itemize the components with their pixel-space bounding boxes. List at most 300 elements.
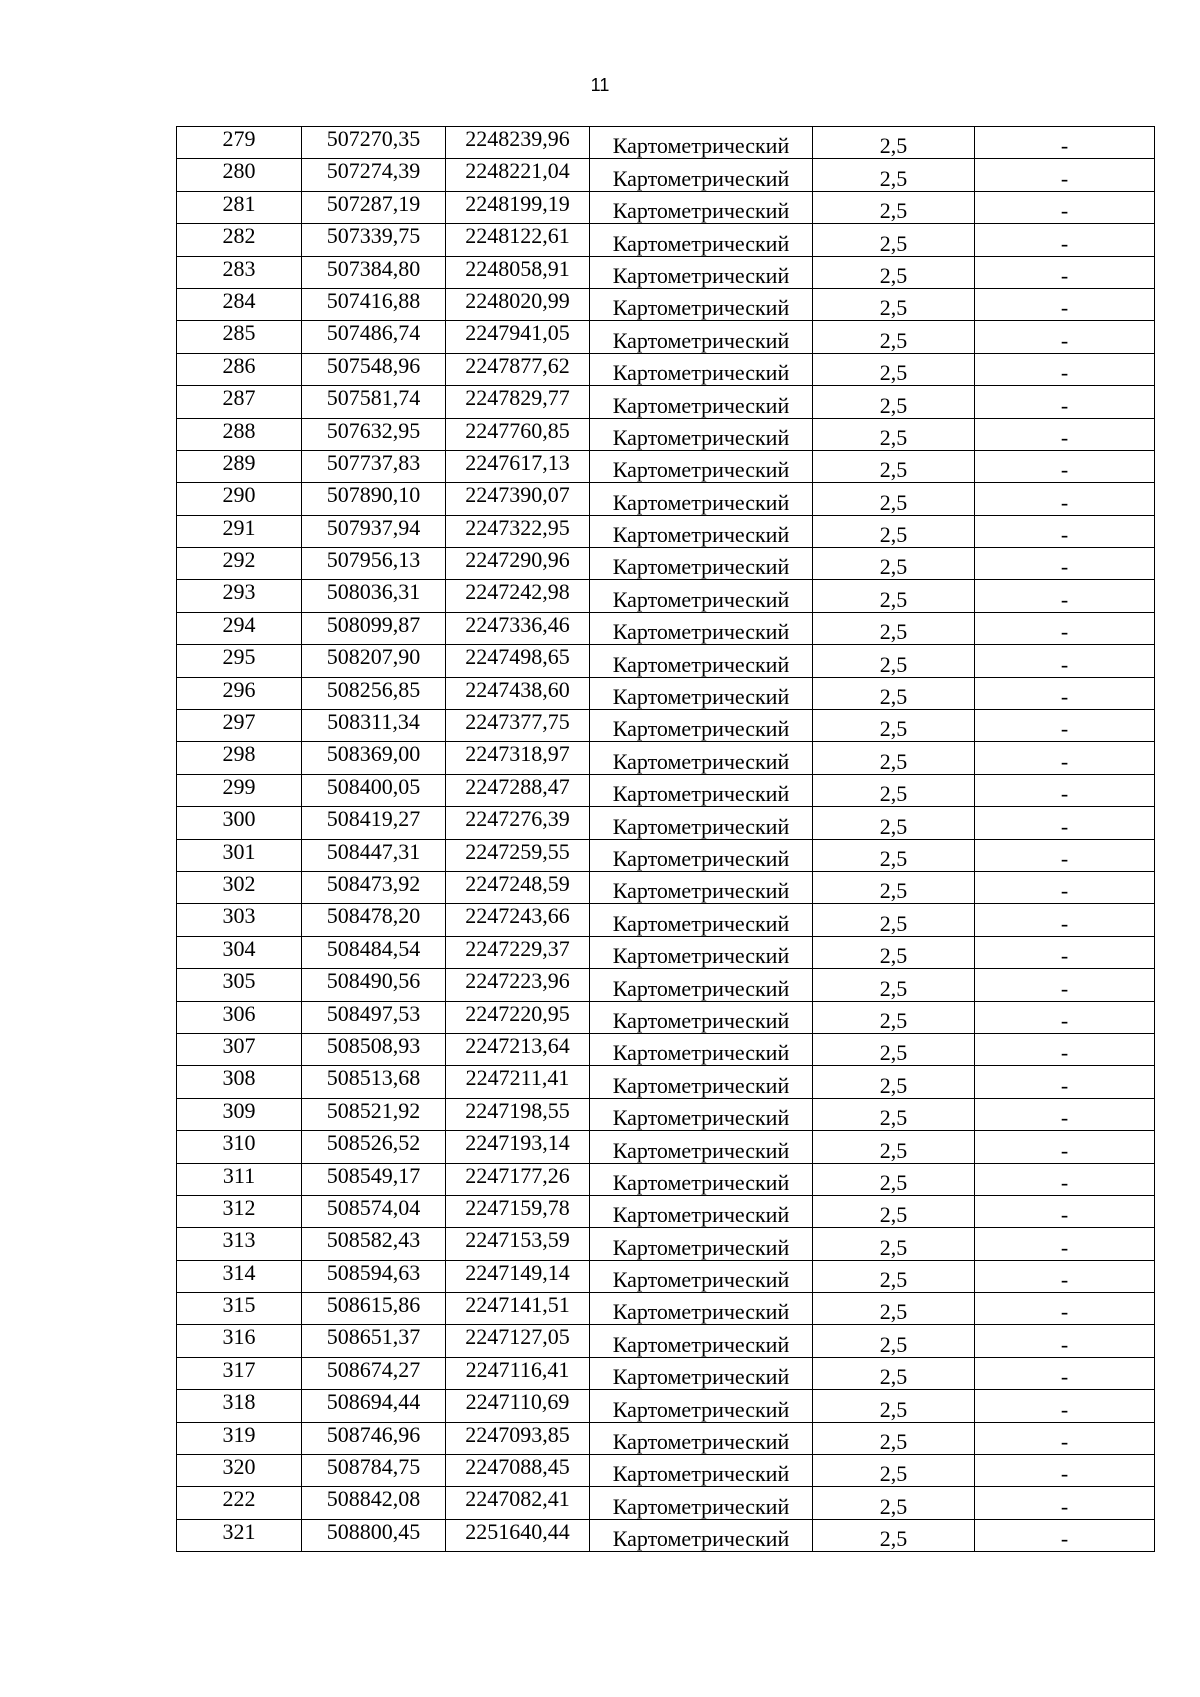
- coordinate-y-cell: 2247198,55: [446, 1098, 590, 1130]
- coordinate-y-cell: 2247288,47: [446, 774, 590, 806]
- description-cell: -: [975, 1163, 1155, 1195]
- description-cell: -: [975, 1357, 1155, 1389]
- point-number-cell: 294: [177, 612, 302, 644]
- table-row: [177, 580, 1155, 612]
- coordinate-x-cell: 507416,88: [302, 288, 446, 320]
- accuracy-cell: 2,5: [813, 1422, 975, 1454]
- coordinate-x-cell: 508497,53: [302, 1001, 446, 1033]
- accuracy-cell: 2,5: [813, 612, 975, 644]
- point-number-cell: 300: [177, 807, 302, 839]
- description-cell: -: [975, 1001, 1155, 1033]
- coordinate-y-cell: 2247276,39: [446, 807, 590, 839]
- coordinate-x-cell: 508311,34: [302, 710, 446, 742]
- accuracy-cell: 2,5: [813, 1487, 975, 1519]
- description-cell: -: [975, 710, 1155, 742]
- coordinate-y-cell: 2247322,95: [446, 515, 590, 547]
- coordinate-x-cell: 508594,63: [302, 1260, 446, 1292]
- accuracy-cell: 2,5: [813, 1293, 975, 1325]
- method-cell: Картометрический: [590, 1066, 813, 1098]
- point-number-cell: 284: [177, 288, 302, 320]
- coordinate-x-cell: 507384,80: [302, 256, 446, 288]
- point-number-cell: 289: [177, 450, 302, 482]
- coordinate-x-cell: 508099,87: [302, 612, 446, 644]
- accuracy-cell: 2,5: [813, 1195, 975, 1227]
- coordinate-x-cell: 508521,92: [302, 1098, 446, 1130]
- description-cell: -: [975, 904, 1155, 936]
- table-row: [177, 1033, 1155, 1065]
- accuracy-cell: 2,5: [813, 159, 975, 191]
- coordinate-x-cell: 508508,93: [302, 1033, 446, 1065]
- method-cell: Картометрический: [590, 839, 813, 871]
- coordinate-y-cell: 2247438,60: [446, 677, 590, 709]
- coordinate-y-cell: 2248020,99: [446, 288, 590, 320]
- coordinate-x-cell: 507890,10: [302, 483, 446, 515]
- table-row: [177, 904, 1155, 936]
- coordinate-y-cell: 2247141,51: [446, 1293, 590, 1325]
- accuracy-cell: 2,5: [813, 191, 975, 223]
- coordinate-y-cell: 2248221,04: [446, 159, 590, 191]
- point-number-cell: 301: [177, 839, 302, 871]
- coordinate-y-cell: 2247110,69: [446, 1390, 590, 1422]
- accuracy-cell: 2,5: [813, 353, 975, 385]
- accuracy-cell: 2,5: [813, 1260, 975, 1292]
- table-row: [177, 1260, 1155, 1292]
- description-cell: -: [975, 1260, 1155, 1292]
- point-number-cell: 307: [177, 1033, 302, 1065]
- accuracy-cell: 2,5: [813, 1001, 975, 1033]
- table-row: [177, 386, 1155, 418]
- method-cell: Картометрический: [590, 645, 813, 677]
- description-cell: -: [975, 256, 1155, 288]
- table-row: [177, 1098, 1155, 1130]
- coordinate-x-cell: 508419,27: [302, 807, 446, 839]
- table-row: [177, 1455, 1155, 1487]
- table-row: [177, 224, 1155, 256]
- coordinate-y-cell: 2247153,59: [446, 1228, 590, 1260]
- coordinate-y-cell: 2247760,85: [446, 418, 590, 450]
- coordinate-y-cell: 2247248,59: [446, 871, 590, 903]
- coordinate-x-cell: 507486,74: [302, 321, 446, 353]
- table-row: [177, 191, 1155, 223]
- method-cell: Картометрический: [590, 191, 813, 223]
- method-cell: Картометрический: [590, 677, 813, 709]
- table-row: [177, 1487, 1155, 1519]
- coordinate-y-cell: 2247318,97: [446, 742, 590, 774]
- method-cell: Картометрический: [590, 1293, 813, 1325]
- accuracy-cell: 2,5: [813, 1098, 975, 1130]
- method-cell: Картометрический: [590, 1357, 813, 1389]
- accuracy-cell: 2,5: [813, 677, 975, 709]
- point-number-cell: 320: [177, 1455, 302, 1487]
- accuracy-cell: 2,5: [813, 774, 975, 806]
- description-cell: -: [975, 548, 1155, 580]
- method-cell: Картометрический: [590, 1260, 813, 1292]
- table-row: [177, 1422, 1155, 1454]
- point-number-cell: 318: [177, 1390, 302, 1422]
- coordinate-y-cell: 2248122,61: [446, 224, 590, 256]
- table-row: [177, 1001, 1155, 1033]
- method-cell: Картометрический: [590, 936, 813, 968]
- coordinate-y-cell: 2247242,98: [446, 580, 590, 612]
- coordinate-y-cell: 2248199,19: [446, 191, 590, 223]
- point-number-cell: 222: [177, 1487, 302, 1519]
- coordinate-x-cell: 507274,39: [302, 159, 446, 191]
- point-number-cell: 308: [177, 1066, 302, 1098]
- table-row: [177, 1325, 1155, 1357]
- coordinate-x-cell: 507287,19: [302, 191, 446, 223]
- description-cell: -: [975, 1455, 1155, 1487]
- method-cell: Картометрический: [590, 256, 813, 288]
- description-cell: -: [975, 742, 1155, 774]
- description-cell: -: [975, 1325, 1155, 1357]
- coordinate-x-cell: 508694,44: [302, 1390, 446, 1422]
- point-number-cell: 306: [177, 1001, 302, 1033]
- method-cell: Картометрический: [590, 515, 813, 547]
- description-cell: -: [975, 1487, 1155, 1519]
- description-cell: -: [975, 159, 1155, 191]
- coordinate-y-cell: 2247116,41: [446, 1357, 590, 1389]
- accuracy-cell: 2,5: [813, 1519, 975, 1551]
- description-cell: -: [975, 1390, 1155, 1422]
- table-row: [177, 1195, 1155, 1227]
- table-row: [177, 353, 1155, 385]
- accuracy-cell: 2,5: [813, 645, 975, 677]
- table-row: [177, 450, 1155, 482]
- description-cell: -: [975, 450, 1155, 482]
- coordinate-x-cell: 508447,31: [302, 839, 446, 871]
- method-cell: Картометрический: [590, 807, 813, 839]
- table-row: [177, 1357, 1155, 1389]
- point-number-cell: 299: [177, 774, 302, 806]
- point-number-cell: 313: [177, 1228, 302, 1260]
- coordinate-x-cell: 508800,45: [302, 1519, 446, 1551]
- table-row: [177, 321, 1155, 353]
- coordinate-y-cell: 2247290,96: [446, 548, 590, 580]
- coordinate-x-cell: 508574,04: [302, 1195, 446, 1227]
- description-cell: -: [975, 1422, 1155, 1454]
- table-row: [177, 1390, 1155, 1422]
- point-number-cell: 297: [177, 710, 302, 742]
- description-cell: -: [975, 515, 1155, 547]
- table-row: [177, 256, 1155, 288]
- table-row: [177, 612, 1155, 644]
- method-cell: Картометрический: [590, 548, 813, 580]
- accuracy-cell: 2,5: [813, 1163, 975, 1195]
- table-row: [177, 871, 1155, 903]
- point-number-cell: 295: [177, 645, 302, 677]
- description-cell: -: [975, 936, 1155, 968]
- coordinate-x-cell: 508478,20: [302, 904, 446, 936]
- coordinate-y-cell: 2247877,62: [446, 353, 590, 385]
- accuracy-cell: 2,5: [813, 1131, 975, 1163]
- point-number-cell: 280: [177, 159, 302, 191]
- coordinate-y-cell: 2247193,14: [446, 1131, 590, 1163]
- table-row: [177, 418, 1155, 450]
- accuracy-cell: 2,5: [813, 321, 975, 353]
- coordinate-y-cell: 2247617,13: [446, 450, 590, 482]
- coordinate-x-cell: 508746,96: [302, 1422, 446, 1454]
- accuracy-cell: 2,5: [813, 418, 975, 450]
- point-number-cell: 285: [177, 321, 302, 353]
- table-row: [177, 1519, 1155, 1551]
- method-cell: Картометрический: [590, 1390, 813, 1422]
- table-row: [177, 1293, 1155, 1325]
- accuracy-cell: 2,5: [813, 580, 975, 612]
- point-number-cell: 310: [177, 1131, 302, 1163]
- coordinate-x-cell: 508400,05: [302, 774, 446, 806]
- coordinate-x-cell: 508207,90: [302, 645, 446, 677]
- point-number-cell: 291: [177, 515, 302, 547]
- point-number-cell: 290: [177, 483, 302, 515]
- coordinate-x-cell: 507737,83: [302, 450, 446, 482]
- coordinate-x-cell: 508674,27: [302, 1357, 446, 1389]
- description-cell: -: [975, 418, 1155, 450]
- table-row: [177, 774, 1155, 806]
- point-number-cell: 298: [177, 742, 302, 774]
- table-row: [177, 742, 1155, 774]
- accuracy-cell: 2,5: [813, 483, 975, 515]
- description-cell: -: [975, 612, 1155, 644]
- method-cell: Картометрический: [590, 742, 813, 774]
- method-cell: Картометрический: [590, 288, 813, 320]
- coordinate-y-cell: 2247088,45: [446, 1455, 590, 1487]
- description-cell: -: [975, 839, 1155, 871]
- coordinate-y-cell: 2247377,75: [446, 710, 590, 742]
- table-row: [177, 807, 1155, 839]
- table-row: [177, 677, 1155, 709]
- coordinate-x-cell: 507548,96: [302, 353, 446, 385]
- coordinate-x-cell: 508473,92: [302, 871, 446, 903]
- coordinate-y-cell: 2247829,77: [446, 386, 590, 418]
- coordinate-x-cell: 508484,54: [302, 936, 446, 968]
- table-row: [177, 1228, 1155, 1260]
- description-cell: -: [975, 386, 1155, 418]
- description-cell: -: [975, 1131, 1155, 1163]
- table-row: [177, 1163, 1155, 1195]
- table-row: [177, 1066, 1155, 1098]
- description-cell: -: [975, 321, 1155, 353]
- description-cell: -: [975, 1519, 1155, 1551]
- method-cell: Картометрический: [590, 1131, 813, 1163]
- coordinate-y-cell: 2247149,14: [446, 1260, 590, 1292]
- method-cell: Картометрический: [590, 483, 813, 515]
- method-cell: Картометрический: [590, 580, 813, 612]
- table-row: [177, 969, 1155, 1001]
- point-number-cell: 302: [177, 871, 302, 903]
- description-cell: -: [975, 127, 1155, 159]
- coordinate-y-cell: 2247390,07: [446, 483, 590, 515]
- coordinate-x-cell: 507339,75: [302, 224, 446, 256]
- method-cell: Картометрический: [590, 1098, 813, 1130]
- point-number-cell: 319: [177, 1422, 302, 1454]
- description-cell: -: [975, 483, 1155, 515]
- table-row: [177, 288, 1155, 320]
- coordinate-x-cell: 508513,68: [302, 1066, 446, 1098]
- point-number-cell: 317: [177, 1357, 302, 1389]
- point-number-cell: 292: [177, 548, 302, 580]
- description-cell: -: [975, 1098, 1155, 1130]
- accuracy-cell: 2,5: [813, 1325, 975, 1357]
- accuracy-cell: 2,5: [813, 127, 975, 159]
- description-cell: -: [975, 353, 1155, 385]
- coordinate-y-cell: 2247211,41: [446, 1066, 590, 1098]
- accuracy-cell: 2,5: [813, 515, 975, 547]
- accuracy-cell: 2,5: [813, 936, 975, 968]
- method-cell: Картометрический: [590, 1325, 813, 1357]
- coordinate-y-cell: 2247243,66: [446, 904, 590, 936]
- point-number-cell: 279: [177, 127, 302, 159]
- accuracy-cell: 2,5: [813, 1455, 975, 1487]
- method-cell: Картометрический: [590, 969, 813, 1001]
- point-number-cell: 304: [177, 936, 302, 968]
- description-cell: -: [975, 224, 1155, 256]
- method-cell: Картометрический: [590, 1195, 813, 1227]
- description-cell: -: [975, 1195, 1155, 1227]
- method-cell: Картометрический: [590, 1455, 813, 1487]
- point-number-cell: 303: [177, 904, 302, 936]
- coordinate-y-cell: 2247127,05: [446, 1325, 590, 1357]
- point-number-cell: 312: [177, 1195, 302, 1227]
- method-cell: Картометрический: [590, 1519, 813, 1551]
- accuracy-cell: 2,5: [813, 1357, 975, 1389]
- method-cell: Картометрический: [590, 1033, 813, 1065]
- accuracy-cell: 2,5: [813, 969, 975, 1001]
- accuracy-cell: 2,5: [813, 224, 975, 256]
- coordinates-table: [176, 126, 1155, 1552]
- description-cell: -: [975, 580, 1155, 612]
- method-cell: Картометрический: [590, 774, 813, 806]
- point-number-cell: 296: [177, 677, 302, 709]
- point-number-cell: 309: [177, 1098, 302, 1130]
- method-cell: Картометрический: [590, 127, 813, 159]
- method-cell: Картометрический: [590, 321, 813, 353]
- coordinate-x-cell: 508490,56: [302, 969, 446, 1001]
- method-cell: Картометрический: [590, 418, 813, 450]
- coordinate-x-cell: 508369,00: [302, 742, 446, 774]
- description-cell: -: [975, 1293, 1155, 1325]
- coordinate-y-cell: 2247336,46: [446, 612, 590, 644]
- description-cell: -: [975, 288, 1155, 320]
- coordinate-x-cell: 508036,31: [302, 580, 446, 612]
- coordinate-y-cell: 2247223,96: [446, 969, 590, 1001]
- accuracy-cell: 2,5: [813, 288, 975, 320]
- coordinates-table-body: [177, 127, 1155, 1552]
- description-cell: -: [975, 677, 1155, 709]
- description-cell: -: [975, 645, 1155, 677]
- point-number-cell: 314: [177, 1260, 302, 1292]
- point-number-cell: 293: [177, 580, 302, 612]
- method-cell: Картометрический: [590, 386, 813, 418]
- coordinate-x-cell: 508549,17: [302, 1163, 446, 1195]
- method-cell: Картометрический: [590, 224, 813, 256]
- table-row: [177, 483, 1155, 515]
- table-row: [177, 645, 1155, 677]
- point-number-cell: 286: [177, 353, 302, 385]
- coordinate-y-cell: 2247220,95: [446, 1001, 590, 1033]
- method-cell: Картометрический: [590, 353, 813, 385]
- coordinate-x-cell: 507270,35: [302, 127, 446, 159]
- coordinate-y-cell: 2247177,26: [446, 1163, 590, 1195]
- description-cell: -: [975, 1033, 1155, 1065]
- accuracy-cell: 2,5: [813, 742, 975, 774]
- coordinate-x-cell: 507937,94: [302, 515, 446, 547]
- point-number-cell: 316: [177, 1325, 302, 1357]
- table-row: [177, 515, 1155, 547]
- accuracy-cell: 2,5: [813, 1390, 975, 1422]
- method-cell: Картометрический: [590, 1487, 813, 1519]
- method-cell: Картометрический: [590, 612, 813, 644]
- method-cell: Картометрический: [590, 450, 813, 482]
- accuracy-cell: 2,5: [813, 904, 975, 936]
- accuracy-cell: 2,5: [813, 548, 975, 580]
- accuracy-cell: 2,5: [813, 1033, 975, 1065]
- coordinate-y-cell: 2247941,05: [446, 321, 590, 353]
- coordinate-y-cell: 2247259,55: [446, 839, 590, 871]
- accuracy-cell: 2,5: [813, 450, 975, 482]
- table-row: [177, 548, 1155, 580]
- coordinate-x-cell: 508615,86: [302, 1293, 446, 1325]
- coordinate-y-cell: 2247213,64: [446, 1033, 590, 1065]
- description-cell: -: [975, 969, 1155, 1001]
- coordinate-x-cell: 507956,13: [302, 548, 446, 580]
- description-cell: -: [975, 1228, 1155, 1260]
- point-number-cell: 282: [177, 224, 302, 256]
- method-cell: Картометрический: [590, 1422, 813, 1454]
- method-cell: Картометрический: [590, 159, 813, 191]
- method-cell: Картометрический: [590, 871, 813, 903]
- accuracy-cell: 2,5: [813, 807, 975, 839]
- accuracy-cell: 2,5: [813, 256, 975, 288]
- accuracy-cell: 2,5: [813, 839, 975, 871]
- description-cell: -: [975, 807, 1155, 839]
- method-cell: Картометрический: [590, 1001, 813, 1033]
- page-number: 11: [590, 75, 610, 95]
- coordinate-y-cell: 2251640,44: [446, 1519, 590, 1551]
- accuracy-cell: 2,5: [813, 1066, 975, 1098]
- coordinate-y-cell: 2248058,91: [446, 256, 590, 288]
- description-cell: -: [975, 774, 1155, 806]
- accuracy-cell: 2,5: [813, 386, 975, 418]
- description-cell: -: [975, 1066, 1155, 1098]
- description-cell: -: [975, 191, 1155, 223]
- table-row: [177, 159, 1155, 191]
- point-number-cell: 288: [177, 418, 302, 450]
- accuracy-cell: 2,5: [813, 1228, 975, 1260]
- point-number-cell: 281: [177, 191, 302, 223]
- coordinate-x-cell: 508526,52: [302, 1131, 446, 1163]
- coordinate-x-cell: 508256,85: [302, 677, 446, 709]
- coordinate-x-cell: 508582,43: [302, 1228, 446, 1260]
- point-number-cell: 287: [177, 386, 302, 418]
- point-number-cell: 311: [177, 1163, 302, 1195]
- method-cell: Картометрический: [590, 1163, 813, 1195]
- coordinate-x-cell: 508842,08: [302, 1487, 446, 1519]
- point-number-cell: 283: [177, 256, 302, 288]
- coordinate-y-cell: 2247229,37: [446, 936, 590, 968]
- coordinate-y-cell: 2247498,65: [446, 645, 590, 677]
- point-number-cell: 305: [177, 969, 302, 1001]
- coordinate-x-cell: 507632,95: [302, 418, 446, 450]
- accuracy-cell: 2,5: [813, 710, 975, 742]
- table-row: [177, 127, 1155, 159]
- coordinate-y-cell: 2247082,41: [446, 1487, 590, 1519]
- table-row: [177, 1131, 1155, 1163]
- table-row: [177, 710, 1155, 742]
- coordinate-y-cell: 2248239,96: [446, 127, 590, 159]
- coordinate-y-cell: 2247159,78: [446, 1195, 590, 1227]
- method-cell: Картометрический: [590, 904, 813, 936]
- point-number-cell: 321: [177, 1519, 302, 1551]
